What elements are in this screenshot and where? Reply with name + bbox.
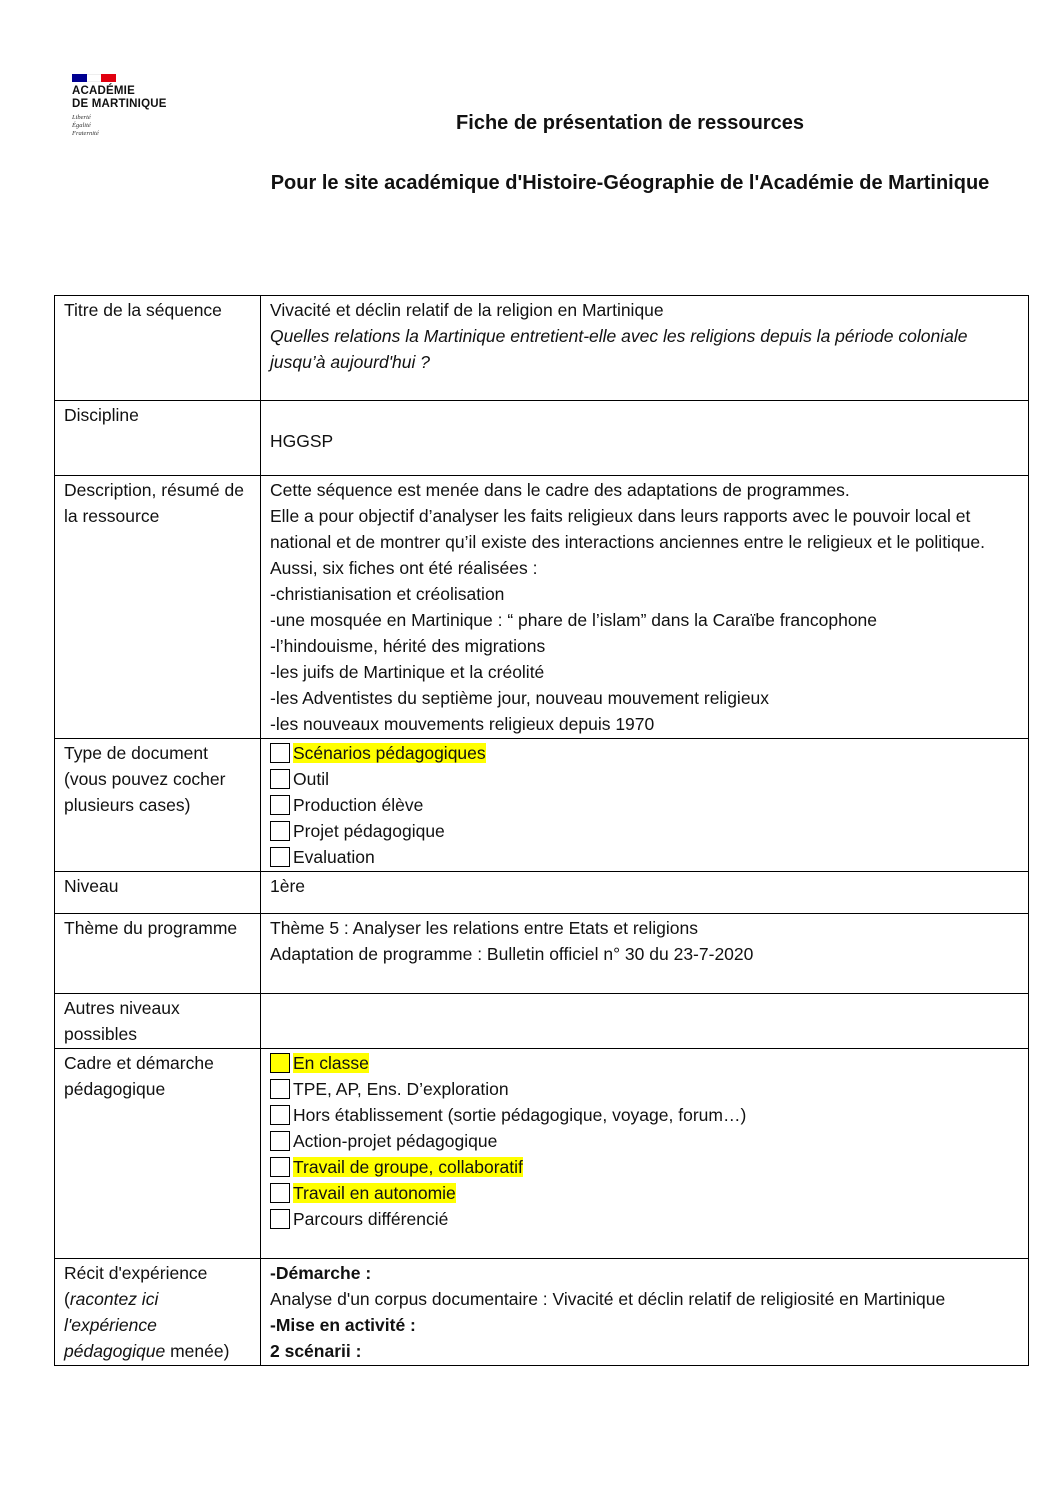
label-discipline: Discipline (55, 401, 261, 476)
theme-line: Thème 5 : Analyser les relations entre Etats et religions (270, 918, 698, 938)
value-recit (261, 1259, 1029, 1366)
checkbox[interactable] (270, 1105, 290, 1125)
type-option-label: Evaluation (293, 847, 375, 867)
value-discipline: HGGSP (270, 431, 334, 451)
desc-line: -une mosquée en Martinique : “ phare de l’islam” dans la Caraïbe francophone (270, 610, 878, 630)
cadre-option (270, 1128, 1019, 1154)
checkbox[interactable] (270, 1053, 290, 1073)
value-niveau: 1ère (261, 872, 1029, 914)
checkbox[interactable] (270, 1157, 290, 1177)
row-cadre (55, 1049, 1029, 1259)
titre-line: Vivacité et déclin relatif de la religion en Martinique (270, 300, 664, 320)
row-niveau (55, 872, 1029, 914)
recit-mise: -Mise en activité : (270, 1315, 416, 1335)
theme-line: Adaptation de programme : Bulletin officiel n° 30 du 23-7-2020 (270, 944, 754, 964)
value-autres (261, 994, 1029, 1049)
row-description (55, 476, 1029, 739)
logo-motto (72, 114, 167, 138)
value-titre (261, 296, 1029, 401)
cadre-option-label: TPE, AP, Ens. D’exploration (293, 1079, 509, 1099)
label-description: Description, résumé de la ressource (55, 476, 261, 739)
desc-line: Cette séquence est menée dans le cadre des adaptations de programmes. (270, 480, 850, 500)
cadre-option (270, 1102, 1019, 1128)
cadre-option (270, 1180, 1019, 1206)
titre-question: Quelles relations la Martinique entretient-elle avec les religions depuis la période coloniale jusqu’à aujourd'hui ? (270, 326, 968, 372)
page-title: Fiche de présentation de ressources (456, 112, 804, 134)
logo-line2: DE MARTINIQUE (72, 98, 167, 110)
type-option (270, 792, 1019, 818)
cadre-option (270, 1050, 1019, 1076)
value-description (261, 476, 1029, 739)
checkbox[interactable] (270, 821, 290, 841)
value-theme (261, 914, 1029, 994)
cadre-option-label: Action-projet pédagogique (293, 1131, 498, 1151)
motto-1: Liberté (72, 114, 91, 121)
label-recit (55, 1259, 261, 1366)
type-option (270, 844, 1019, 870)
resource-table (54, 295, 1029, 1366)
desc-line: Elle a pour objectif d’analyser les faits religieux dans leurs rapports avec le pouvoir local et national et de montrer qu’il existe des interactions anciennes entre le religieux et le politique. (270, 506, 986, 552)
desc-line: -l’hindouisme, hérité des migrations (270, 636, 546, 656)
checkbox[interactable] (270, 1079, 290, 1099)
type-option-label: Scénarios pédagogiques (293, 743, 486, 763)
motto-3: Fraternité (72, 130, 99, 137)
value-cadre (261, 1049, 1029, 1259)
type-option-label: Production élève (293, 795, 424, 815)
label-titre: Titre de la séquence (55, 296, 261, 401)
french-flag-icon (72, 74, 116, 82)
recit-label-end: ) (223, 1341, 230, 1361)
desc-line: -les Adventistes du septième jour, nouveau mouvement religieux (270, 688, 770, 708)
cadre-option (270, 1154, 1019, 1180)
row-discipline (55, 401, 1029, 476)
label-cadre: Cadre et démarche pédagogique (55, 1049, 261, 1259)
row-titre (55, 296, 1029, 401)
label-type: Type de document (vous pouvez cocher plusieurs cases) (55, 739, 261, 872)
label-autres: Autres niveaux possibles (55, 994, 261, 1049)
label-niveau: Niveau (55, 872, 261, 914)
recit-analyse: Analyse d'un corpus documentaire : Vivacité et déclin relatif de religiosité en Martinique (270, 1289, 946, 1309)
cadre-option-label: Travail en autonomie (293, 1183, 456, 1203)
page-subtitle: Pour le site académique d'Histoire-Géographie de l'Académie de Martinique (270, 172, 990, 194)
checkbox[interactable] (270, 795, 290, 815)
type-option-label: Outil (293, 769, 329, 789)
value-discipline-cell (261, 401, 1029, 476)
recit-label-italic: racontez ici l'expérience pédagogique (64, 1289, 166, 1361)
type-option (270, 818, 1019, 844)
type-option (270, 740, 1019, 766)
row-theme (55, 914, 1029, 994)
value-type (261, 739, 1029, 872)
desc-line: Aussi, six fiches ont été réalisées : (270, 558, 538, 578)
recit-label-start: Récit d'expérience ( (64, 1263, 208, 1309)
checkbox[interactable] (270, 847, 290, 867)
recit-demarche: -Démarche : (270, 1263, 372, 1283)
type-option (270, 766, 1019, 792)
cadre-option-label: Parcours différencié (293, 1209, 449, 1229)
cadre-option (270, 1206, 1019, 1232)
row-recit (55, 1259, 1029, 1366)
cadre-option-label: Travail de groupe, collaboratif (293, 1157, 523, 1177)
desc-line: -les juifs de Martinique et la créolité (270, 662, 545, 682)
logo-line1: ACADÉMIE (72, 85, 135, 97)
desc-line: -les nouveaux mouvements religieux depuis 1970 (270, 714, 655, 734)
row-type (55, 739, 1029, 872)
academie-logo (72, 74, 167, 138)
cadre-option-label: Hors établissement (sortie pédagogique, voyage, forum…) (293, 1105, 747, 1125)
checkbox[interactable] (270, 1183, 290, 1203)
cadre-option (270, 1076, 1019, 1102)
recit-scenarii: 2 scénarii : (270, 1341, 362, 1361)
checkbox[interactable] (270, 769, 290, 789)
checkbox[interactable] (270, 1131, 290, 1151)
desc-line: -christianisation et créolisation (270, 584, 505, 604)
checkbox[interactable] (270, 1209, 290, 1229)
row-autres (55, 994, 1029, 1049)
label-theme: Thème du programme (55, 914, 261, 994)
type-option-label: Projet pédagogique (293, 821, 445, 841)
checkbox[interactable] (270, 743, 290, 763)
motto-2: Égalité (72, 122, 91, 129)
recit-label-normal: menée (165, 1341, 224, 1361)
cadre-option-label: En classe (293, 1053, 369, 1073)
